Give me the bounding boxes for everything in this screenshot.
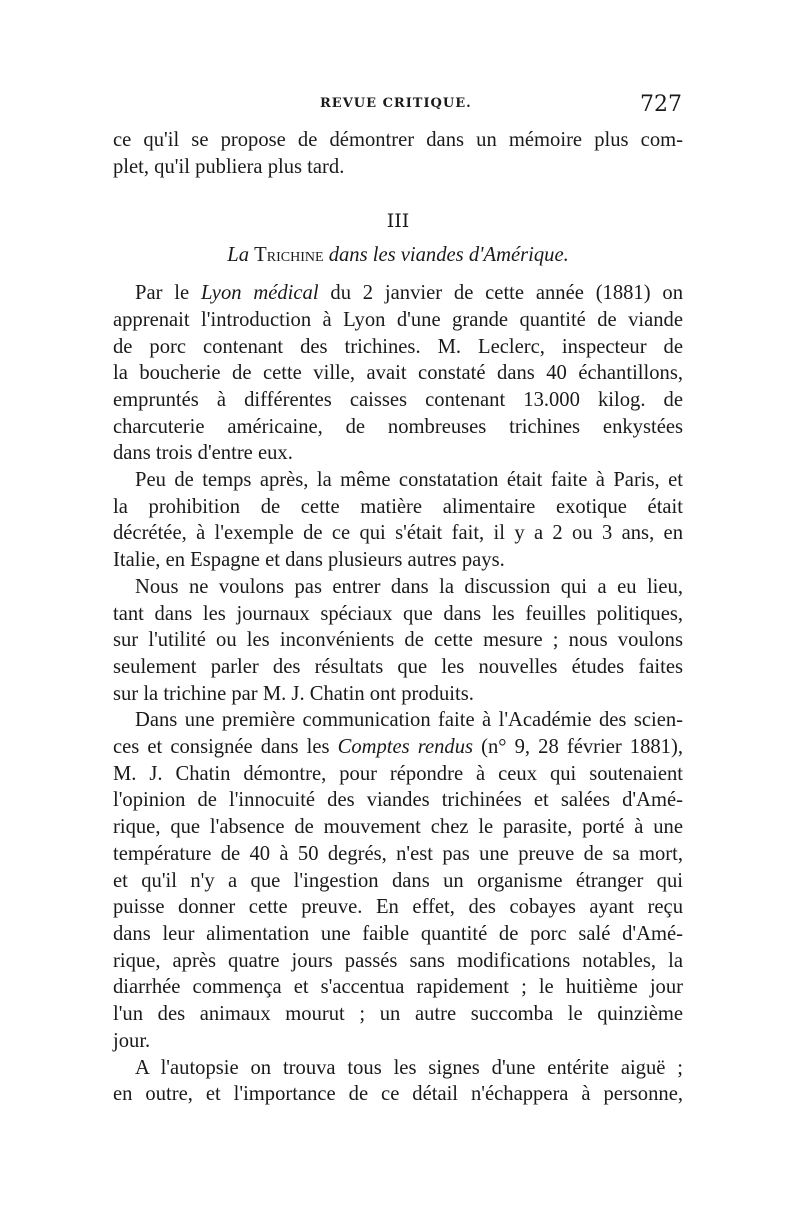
paragraph-5 <box>113 1055 683 1108</box>
text-segment: du 2 janvier de cette année (1881) on <box>330 282 684 305</box>
text-line: sur la trichine par M. J. Chatin ont produits. <box>113 682 474 705</box>
text-line: apprenait l'introduction à Lyon d'une grande quantité de viande <box>113 308 683 331</box>
text-line: l'un des animaux mourut ; un autre succomba le quinzième <box>113 1003 683 1026</box>
paragraph-opening <box>113 127 683 180</box>
text-line: la boucherie de cette ville, avait constaté dans 40 échantillons, <box>113 362 683 385</box>
text-line: M. J. Chatin démontre, pour répondre à ceux qui soutenaient <box>113 762 683 785</box>
text-line: décrétée, à l'exemple de ce qui s'était fait, il y a 2 ou 3 ans, en <box>113 522 683 545</box>
text-segment: Par le <box>135 282 190 305</box>
text-line: en outre, et l'importance de ce détail n'échappera à personne, <box>113 1083 683 1106</box>
text-line: jour. <box>113 1029 151 1052</box>
text-line: et qu'il n'y a que l'ingestion dans un organisme étranger qui <box>113 869 683 892</box>
text-line: Dans une première communication faite à l'Académie des scien- <box>135 709 683 732</box>
text-line <box>113 280 683 307</box>
text-segment: ces et consignée dans les <box>113 736 330 759</box>
text-line: température de 40 à 50 degrés, n'est pas une preuve de sa mort, <box>113 842 683 865</box>
text-line: sur l'utilité ou les inconvénients de cette mesure ; nous voulons <box>113 629 683 652</box>
page-number: 727 <box>640 92 682 117</box>
text-line: dans trois d'entre eux. <box>113 442 293 465</box>
section-number: III <box>386 210 410 233</box>
text-line: diarrhée commença et s'accentua rapidement ; le huitième jour <box>113 976 683 999</box>
text-line: Peu de temps après, la même constatation était faite à Paris, et <box>135 469 683 492</box>
paragraph-1 <box>113 280 683 467</box>
text-line <box>113 734 683 761</box>
section-title <box>113 242 683 269</box>
text-segment: (n° 9, 28 février 1881), <box>481 736 683 759</box>
text-line: rique, après quatre jours passés sans modifications notables, la <box>113 949 683 972</box>
body-text <box>113 127 683 1108</box>
paragraph-4 <box>113 707 683 1054</box>
journal-title-lyon-medical: Lyon médical <box>200 282 319 305</box>
text-line: Italie, en Espagne et dans plusieurs autres pays. <box>113 549 505 572</box>
paragraph-3 <box>113 574 683 708</box>
paragraph-2 <box>113 467 683 574</box>
text-line: Nous ne voulons pas entrer dans la discussion qui a eu lieu, <box>135 575 683 598</box>
section-title-prefix: La <box>227 244 250 267</box>
text-line: rique, que l'absence de mouvement chez le parasite, porté à une <box>113 816 683 839</box>
section-title-suffix: dans les viandes d'Amérique. <box>328 244 569 267</box>
running-head: REVUE CRITIQUE. <box>320 96 472 111</box>
text-line: tant dans les journaux spéciaux que dans les feuilles politiques, <box>113 602 683 625</box>
text-line: dans leur alimentation une faible quantité de porc salé d'Amé- <box>113 922 683 945</box>
page-header <box>112 92 682 120</box>
section-title-trichine: Trichine <box>254 244 324 267</box>
text-line: l'opinion de l'innocuité des viandes trichinées et salées d'Amé- <box>113 789 683 812</box>
text-line: A l'autopsie on trouva tous les signes d'une entérite aiguë ; <box>135 1056 683 1079</box>
text-line: plet, qu'il publiera plus tard. <box>113 155 345 178</box>
text-line: seulement parler des résultats que les nouvelles études faites <box>113 655 683 678</box>
text-line: la prohibition de cette matière alimentaire exotique était <box>113 495 683 518</box>
text-line: puisse donner cette preuve. En effet, des cobayes ayant reçu <box>113 896 683 919</box>
text-line: empruntés à différentes caisses contenant 13.000 kilog. de <box>113 388 683 411</box>
text-line: ce qu'il se propose de démontrer dans un mémoire plus com- <box>113 129 683 151</box>
journal-title-comptes-rendus: Comptes rendus <box>337 736 474 759</box>
text-line: de porc contenant des trichines. M. Leclerc, inspecteur de <box>113 335 683 358</box>
text-line: charcuterie américaine, de nombreuses trichines enkystées <box>113 415 683 438</box>
